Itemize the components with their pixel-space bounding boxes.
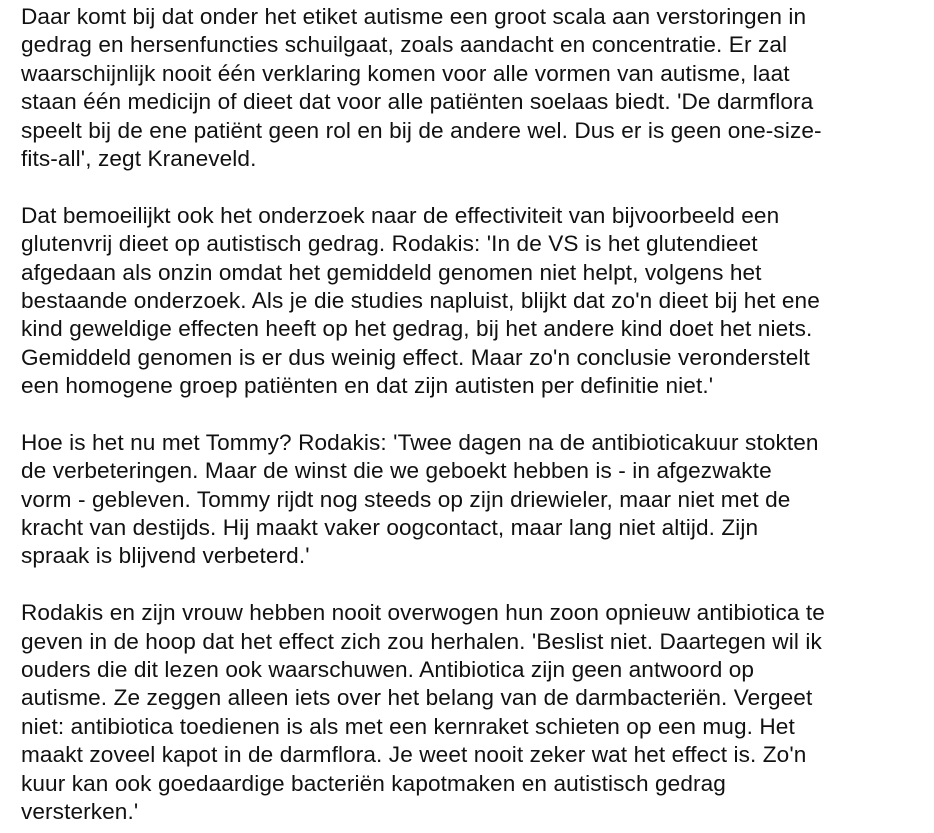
text-line: waarschijnlijk nooit één verklaring komen voor alle vormen van autisme, laat: [21, 60, 790, 86]
text-line: staan één medicijn of dieet dat voor alle patiënten soelaas biedt. 'De darmflora: [21, 89, 814, 115]
text-line: afgedaan als onzin omdat het gemiddeld genomen niet helpt, volgens het: [21, 259, 762, 285]
paragraph-4: [21, 599, 921, 826]
text-line: Hoe is het nu met Tommy? Rodakis: 'Twee dagen na de antibioticakuur stokten: [21, 429, 819, 455]
paragraph-2: [21, 202, 921, 401]
text-line: glutenvrij dieet op autistisch gedrag. Rodakis: 'In de VS is het glutendieet: [21, 231, 758, 257]
text-line: bestaande onderzoek. Als je die studies napluist, blijkt dat zo'n dieet bij het ene: [21, 287, 820, 313]
text-line: geven in de hoop dat het effect zich zou herhalen. 'Beslist niet. Daartegen wil ik: [21, 628, 822, 654]
text-line: spraak is blijvend verbeterd.': [21, 543, 310, 569]
text-line: vorm - gebleven. Tommy rijdt nog steeds op zijn driewieler, maar niet met de: [21, 486, 791, 512]
paragraph-3: [21, 429, 921, 571]
paragraph-1: [21, 3, 921, 173]
text-line: kind geweldige effecten heeft op het gedrag, bij het andere kind doet het niets.: [21, 316, 813, 342]
article-body: [21, 3, 921, 826]
text-line: Daar komt bij dat onder het etiket autisme een groot scala aan verstoringen in: [21, 4, 807, 29]
text-line: versterken.': [21, 798, 139, 824]
text-line: Rodakis en zijn vrouw hebben nooit overwogen hun zoon opnieuw antibiotica te: [21, 600, 825, 626]
text-line: Dat bemoeilijkt ook het onderzoek naar de effectiviteit van bijvoorbeeld een: [21, 202, 780, 228]
text-line: maakt zoveel kapot in de darmflora. Je weet nooit zeker wat het effect is. Zo'n: [21, 742, 807, 768]
text-line: kuur kan ook goedaardige bacteriën kapotmaken en autistisch gedrag: [21, 770, 726, 796]
text-line: speelt bij de ene patiënt geen rol en bij de andere wel. Dus er is geen one-size-: [21, 117, 822, 143]
text-line: de verbeteringen. Maar de winst die we geboekt hebben is - in afgezwakte: [21, 458, 772, 484]
text-line: fits-all', zegt Kraneveld.: [21, 145, 257, 171]
text-line: ouders die dit lezen ook waarschuwen. Antibiotica zijn geen antwoord op: [21, 656, 755, 682]
text-line: autisme. Ze zeggen alleen iets over het belang van de darmbacteriën. Vergeet: [21, 685, 813, 711]
text-line: kracht van destijds. Hij maakt vaker oogcontact, maar lang niet altijd. Zijn: [21, 515, 759, 541]
text-line: een homogene groep patiënten en dat zijn autisten per definitie niet.': [21, 373, 714, 399]
text-line: Gemiddeld genomen is er dus weinig effect. Maar zo'n conclusie veronderstelt: [21, 344, 810, 370]
text-line: gedrag en hersenfuncties schuilgaat, zoals aandacht en concentratie. Er zal: [21, 32, 788, 58]
text-line: niet: antibiotica toedienen is als met een kernraket schieten op een mug. Het: [21, 713, 795, 739]
